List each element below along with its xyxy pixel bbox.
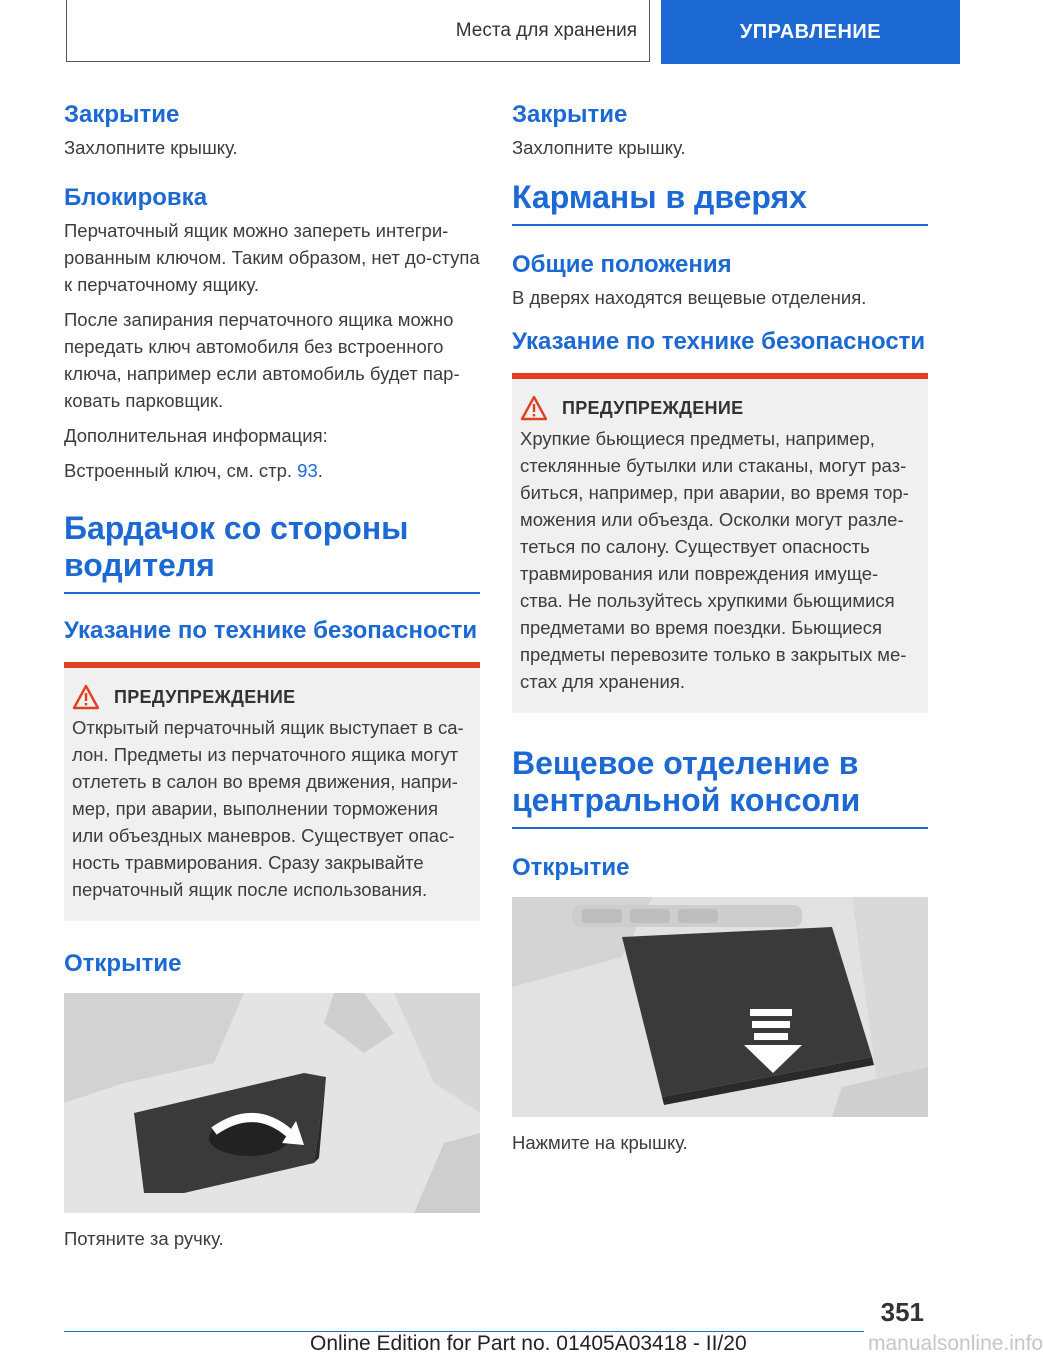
header-section-title: Места для хранения bbox=[455, 19, 637, 41]
left-photo-caption: Потяните за ручку. bbox=[64, 1228, 224, 1249]
right-opening-heading: Открытие bbox=[512, 854, 630, 881]
general-text: В дверях находятся вещевые отделения. bbox=[512, 287, 867, 308]
header-section-box bbox=[66, 0, 650, 62]
console-compartment-heading: Вещевое отделение в центральной консоли bbox=[512, 745, 928, 829]
page-reference-link[interactable]: 93 bbox=[297, 460, 318, 481]
warning-triangle-icon bbox=[520, 395, 548, 421]
locking-paragraph-4: Встроенный ключ, см. стр. 93. bbox=[64, 460, 323, 481]
closing-text: Захлопните крышку. bbox=[64, 137, 238, 158]
right-photo-caption: Нажмите на крышку. bbox=[512, 1132, 688, 1153]
right-closing-text: Захлопните крышку. bbox=[512, 137, 686, 158]
locking-ref-text: Встроенный ключ, см. стр. bbox=[64, 460, 293, 481]
left-warning-text: Открытый перчаточный ящик выступает в са-лон. Предметы из перчаточного ящика могут отлететь в салон во время движения, напри-мер, при аварии, выполнении торможения или объездных маневров. Существует опас-ность травмирования. Сразу закрывайте перчаточный ящик после использования. bbox=[72, 717, 464, 900]
right-warning-text: Хрупкие бьющиеся предметы, например, стеклянные бутылки или стаканы, могут раз-биться, например, при аварии, во время тор-можения или объезда. Осколки могут разле-теться по салону. Существует опасность травмирования или повреждения имуще-ства. Не пользуйтесь хрупкими бьющимися предметами во время поездки. Бьющиеся предметы перевозите только в закрытых ме-стах для хранения. bbox=[520, 428, 909, 692]
right-warning-box bbox=[512, 373, 928, 713]
general-heading: Общие положения bbox=[512, 251, 732, 278]
right-closing-heading: Закрытие bbox=[512, 101, 628, 128]
locking-paragraph-2: После запирания перчаточного ящика можно передать ключ автомобиля без встроенного ключа, например если автомобиль будет пар-ковать парковщик. bbox=[64, 309, 460, 411]
closing-heading: Закрытие bbox=[64, 101, 180, 128]
door-pockets-heading: Карманы в дверях bbox=[512, 179, 928, 226]
watermark: manualsonline.info bbox=[868, 1332, 1043, 1355]
right-warning-title: ПРЕДУПРЕЖДЕНИЕ bbox=[562, 397, 744, 418]
left-safety-heading: Указание по технике безопасности bbox=[64, 617, 478, 644]
left-opening-heading: Открытие bbox=[64, 950, 182, 977]
left-column bbox=[64, 100, 480, 1260]
page-number: 351 bbox=[880, 1297, 924, 1327]
left-warning-title: ПРЕДУПРЕЖДЕНИЕ bbox=[114, 686, 296, 707]
console-compartment-photo bbox=[512, 897, 928, 1117]
right-safety-heading: Указание по технике безопасности bbox=[512, 328, 926, 355]
driver-box-photo bbox=[64, 993, 480, 1213]
header-chapter-tab[interactable] bbox=[661, 0, 960, 64]
right-column bbox=[512, 100, 928, 1164]
footer-edition: Online Edition for Part no. 01405A03418 - II/20 bbox=[310, 1332, 747, 1355]
locking-paragraph-1: Перчаточный ящик можно запереть интегри-рованным ключом. Таким образом, нет до-ступа к перчаточному ящику. bbox=[64, 220, 480, 295]
locking-heading: Блокировка bbox=[64, 184, 208, 211]
header-chapter-title: УПРАВЛЕНИЕ bbox=[739, 20, 882, 43]
warning-triangle-icon bbox=[72, 684, 100, 710]
locking-paragraph-3: Дополнительная информация: bbox=[64, 425, 328, 446]
driver-box-heading: Бардачок со стороны водителя bbox=[64, 510, 480, 594]
left-warning-box bbox=[64, 662, 480, 921]
